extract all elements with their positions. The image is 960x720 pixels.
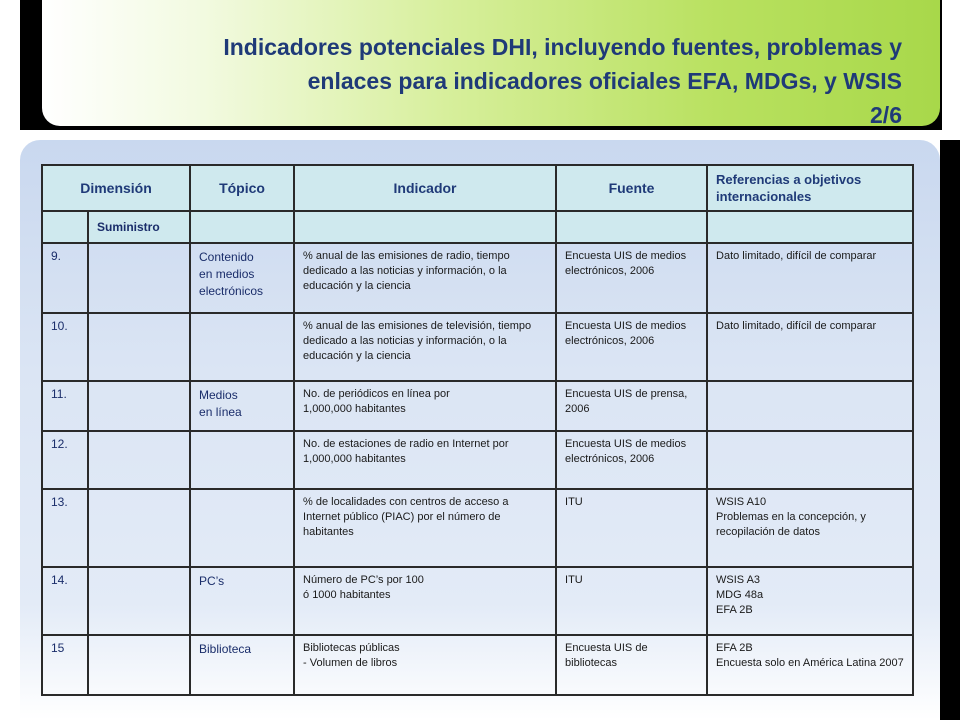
topic-cell	[190, 431, 294, 489]
references-cell	[707, 243, 913, 313]
table-subheader-row	[42, 211, 913, 243]
references-cell-line: EFA 2B	[716, 604, 753, 616]
indicator-cell-line: Número de PC’s por 100	[303, 574, 424, 586]
topic-cell	[190, 567, 294, 635]
topic-cell-line: Biblioteca	[199, 642, 252, 656]
row-blank-cell	[88, 243, 190, 313]
source-cell	[556, 431, 707, 489]
right-border	[940, 140, 960, 720]
subheader-blank-cell	[190, 211, 294, 243]
indicators-table	[41, 164, 914, 696]
row-number-cell: 9.	[42, 243, 88, 313]
header-fuente: Fuente	[556, 165, 707, 211]
row-blank-cell	[88, 313, 190, 381]
source-cell-line: ITU	[565, 496, 583, 508]
table-row	[42, 489, 913, 567]
left-margin	[0, 0, 20, 720]
source-cell	[556, 381, 707, 431]
row-blank-cell	[88, 489, 190, 567]
title-banner	[42, 0, 940, 126]
indicator-cell	[294, 381, 556, 431]
indicator-cell-line: No. de periódicos en línea por	[303, 388, 450, 400]
indicator-cell	[294, 431, 556, 489]
title-line-3: 2/6	[870, 102, 902, 128]
topic-cell	[190, 635, 294, 695]
source-cell-line: Encuesta UIS de medios electrónicos, 2006	[565, 320, 687, 347]
topic-cell-line: Contenido	[199, 250, 254, 264]
indicator-cell-line: % de localidades con centros de acceso a Internet público (PIAC) por el número de habitantes	[303, 496, 509, 538]
references-cell	[707, 381, 913, 431]
table-row	[42, 567, 913, 635]
references-cell-line: WSIS A3	[716, 574, 761, 586]
source-cell-line: Encuesta UIS de medios electrónicos, 2006	[565, 438, 687, 465]
references-cell	[707, 567, 913, 635]
table-row	[42, 243, 913, 313]
indicator-cell	[294, 313, 556, 381]
indicator-cell	[294, 635, 556, 695]
indicator-cell-line: % anual de las emisiones de radio, tiempo dedicado a las noticias y información, o la educación y la ciencia	[303, 250, 510, 292]
references-cell-line: WSIS A10	[716, 496, 767, 508]
references-cell	[707, 431, 913, 489]
row-blank-cell	[88, 431, 190, 489]
topic-cell	[190, 313, 294, 381]
subheader-blank-cell	[294, 211, 556, 243]
table-row	[42, 381, 913, 431]
row-blank-cell	[88, 567, 190, 635]
references-cell-line: Dato limitado, difícil de comparar	[716, 320, 877, 332]
indicator-cell-line: % anual de las emisiones de televisión, tiempo dedicado a las noticias y información, o la educación y la ciencia	[303, 320, 532, 362]
indicator-cell-line: No. de estaciones de radio en Internet por 1,000,000 habitantes	[303, 438, 509, 465]
topic-cell	[190, 381, 294, 431]
topic-cell-line: electrónicos	[199, 284, 264, 298]
references-cell	[707, 635, 913, 695]
indicator-cell	[294, 489, 556, 567]
title-line-1: Indicadores potenciales DHI, incluyendo fuentes, problemas y	[223, 34, 902, 60]
title-line-2: enlaces para indicadores oficiales EFA, MDGs, y WSIS	[307, 68, 902, 94]
table-row	[42, 313, 913, 381]
topic-cell-line: PC’s	[199, 574, 225, 588]
references-cell	[707, 489, 913, 567]
topic-cell-line: Medios	[199, 388, 238, 402]
header-topico: Tópico	[190, 165, 294, 211]
table-row	[42, 431, 913, 489]
topic-cell-line: en línea	[199, 405, 242, 419]
row-number-cell: 13.	[42, 489, 88, 567]
source-cell-line: ITU	[565, 574, 583, 586]
source-cell-line: Encuesta UIS de prensa, 2006	[565, 388, 688, 415]
slide-title	[82, 30, 902, 132]
references-cell-line: Dato limitado, difícil de comparar	[716, 250, 877, 262]
subheader-blank-cell	[556, 211, 707, 243]
indicator-cell-line: Bibliotecas públicas	[303, 642, 400, 654]
source-cell	[556, 635, 707, 695]
subheader-blank-cell	[707, 211, 913, 243]
right-margin	[942, 0, 960, 140]
row-number-cell: 14.	[42, 567, 88, 635]
table-header-row	[42, 165, 913, 211]
header-indicador: Indicador	[294, 165, 556, 211]
source-cell-line: Encuesta UIS de medios electrónicos, 2006	[565, 250, 687, 277]
indicator-cell-line: 1,000,000 habitantes	[303, 403, 406, 415]
references-cell-line: Problemas en la concepción, y recopilación de datos	[716, 511, 866, 538]
source-cell	[556, 243, 707, 313]
row-number-cell: 10.	[42, 313, 88, 381]
topic-cell	[190, 243, 294, 313]
indicator-cell-line: - Volumen de libros	[303, 657, 398, 669]
source-cell-line: Encuesta UIS de bibliotecas	[565, 642, 648, 669]
indicator-cell-line: ó 1000 habitantes	[303, 589, 391, 601]
references-cell	[707, 313, 913, 381]
indicator-cell	[294, 567, 556, 635]
header-dimension: Dimensión	[42, 165, 190, 211]
subheader-blank-cell	[42, 211, 88, 243]
row-number-cell: 12.	[42, 431, 88, 489]
topic-cell	[190, 489, 294, 567]
subheader-suministro: Suministro	[88, 211, 190, 243]
row-blank-cell	[88, 381, 190, 431]
row-number-cell: 15	[42, 635, 88, 695]
topic-cell-line: en medios	[199, 267, 255, 281]
indicator-cell	[294, 243, 556, 313]
source-cell	[556, 567, 707, 635]
source-cell	[556, 313, 707, 381]
row-blank-cell	[88, 635, 190, 695]
references-cell-line: EFA 2B	[716, 642, 753, 654]
references-cell-line: MDG 48a	[716, 589, 764, 601]
header-referencias: Referencias a objetivos internacionales	[707, 165, 913, 211]
table-row	[42, 635, 913, 695]
references-cell-line: Encuesta solo en América Latina 2007	[716, 657, 904, 669]
source-cell	[556, 489, 707, 567]
row-number-cell: 11.	[42, 381, 88, 431]
